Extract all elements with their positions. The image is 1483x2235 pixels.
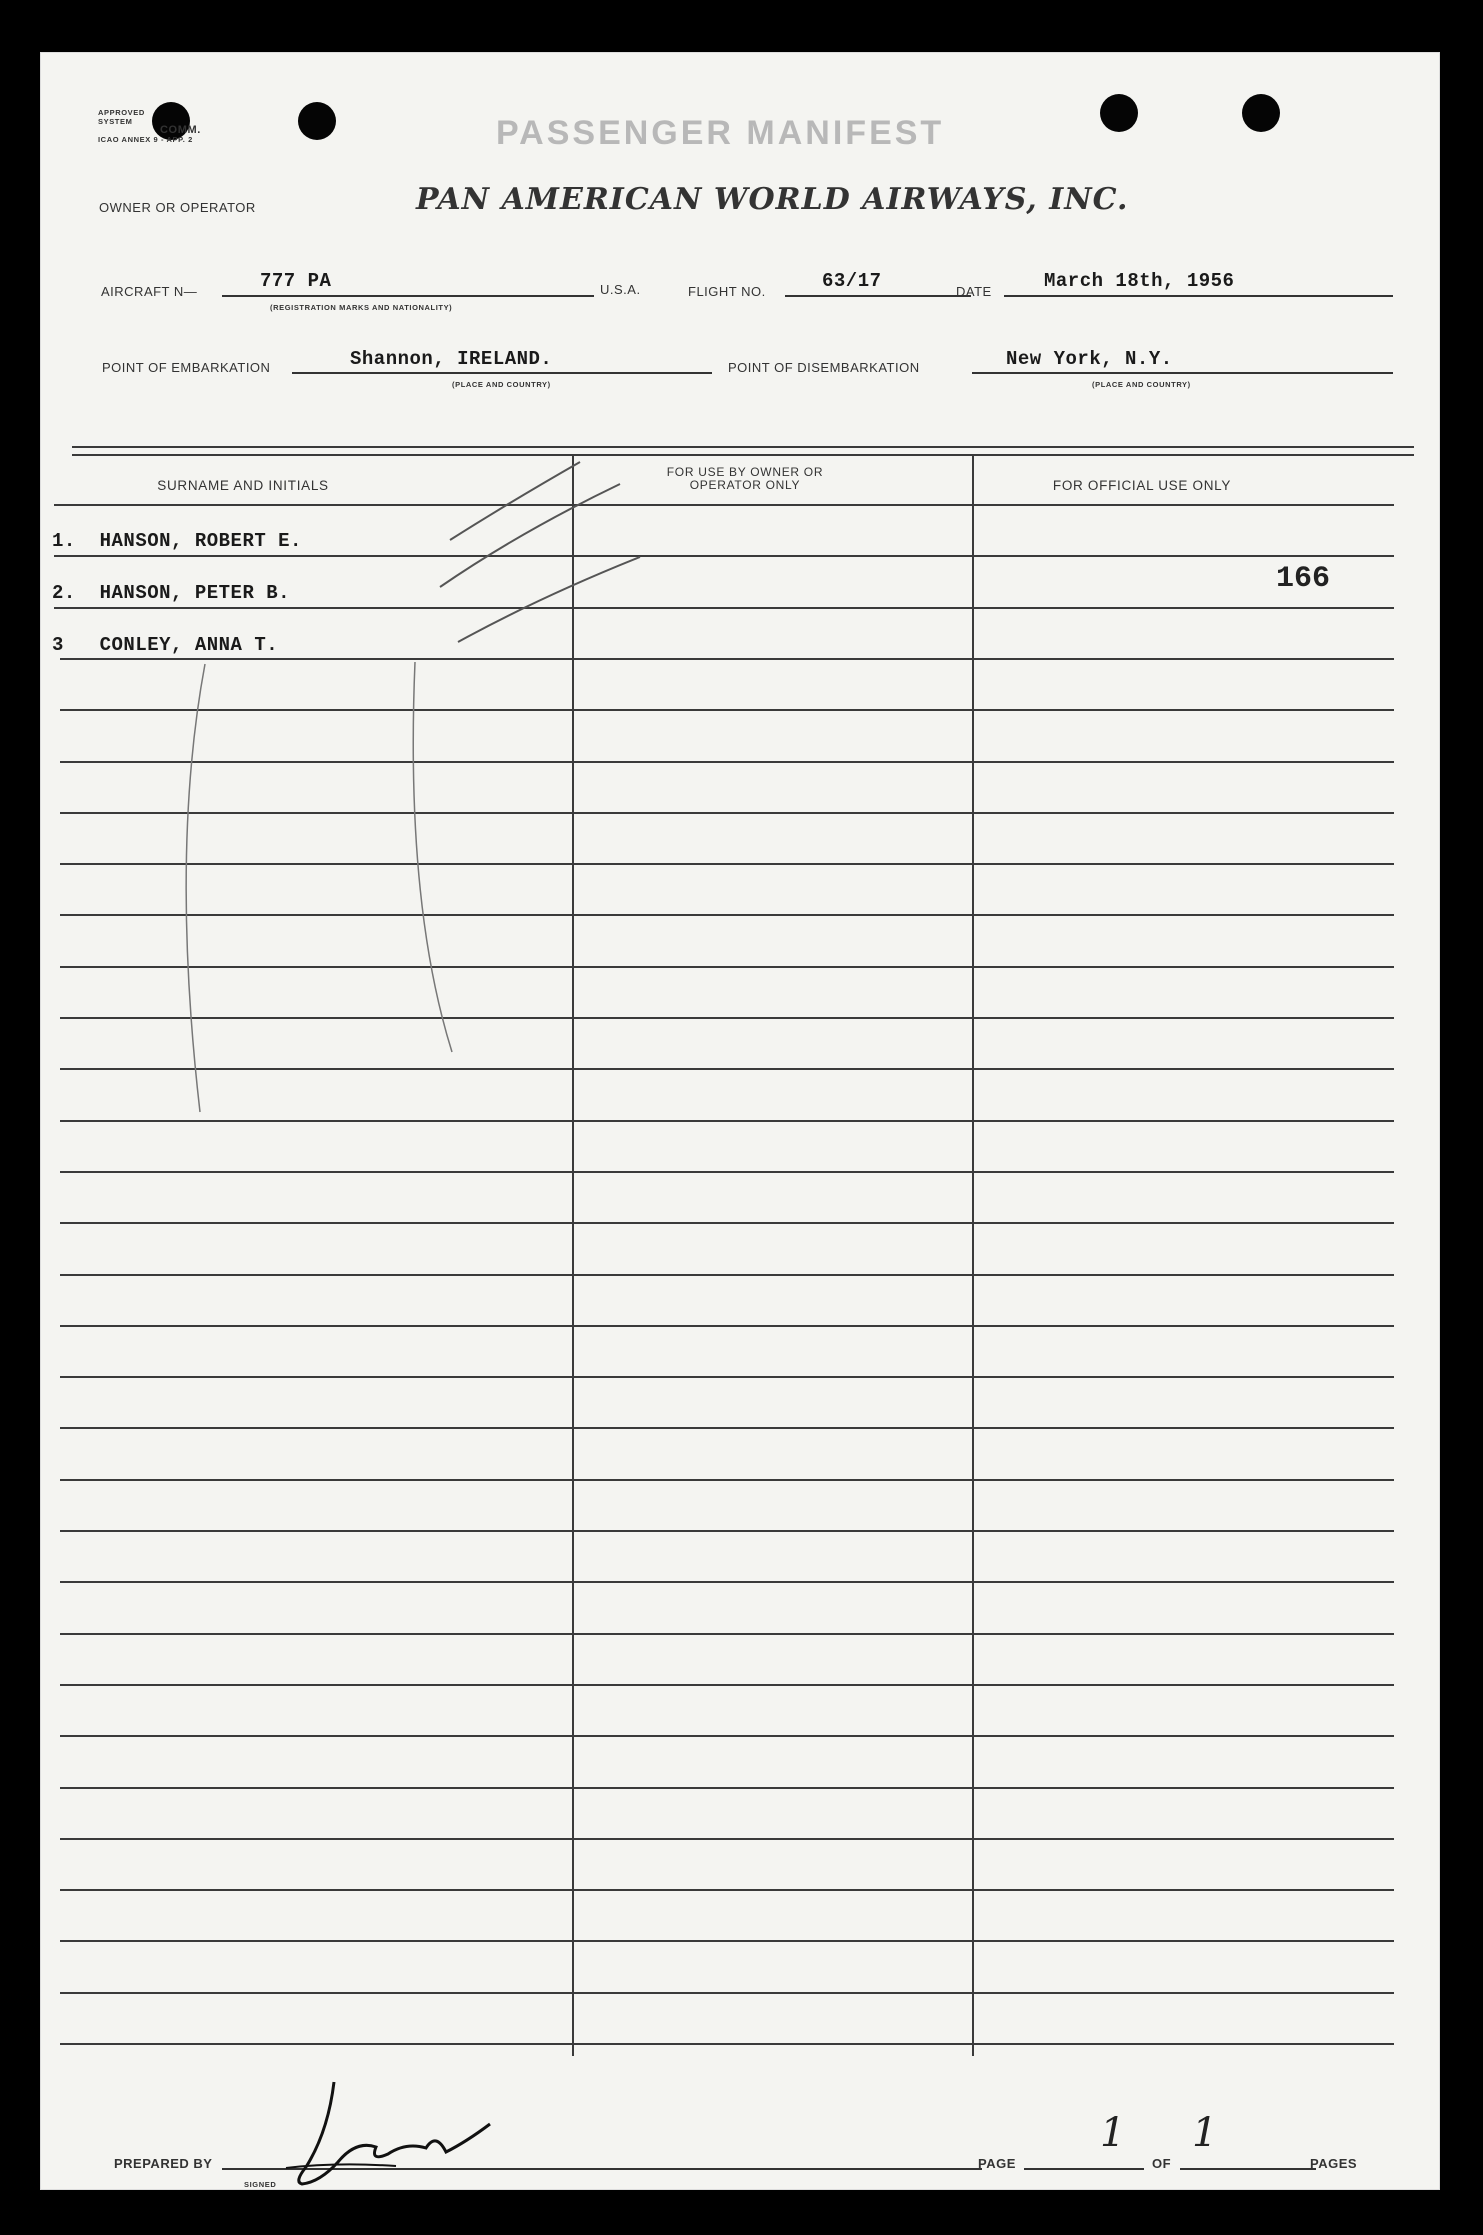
col-header-surname: SURNAME AND INITIALS <box>157 478 329 493</box>
row-line <box>60 1735 1394 1737</box>
embarkation-place-note: (PLACE AND COUNTRY) <box>452 380 551 389</box>
disembarkation-value: New York, N.Y. <box>1006 348 1173 370</box>
page-label: PAGE <box>978 2156 1016 2171</box>
official-number: 166 <box>1276 562 1331 596</box>
signature <box>276 2062 516 2192</box>
owner-name: PAN AMERICAN WORLD AIRWAYS, INC. <box>416 182 1129 217</box>
aircraft-value: 777 PA <box>260 270 332 292</box>
aircraft-label: AIRCRAFT N— <box>101 284 198 299</box>
disembarkation-label: POINT OF DISEMBARKATION <box>728 360 920 375</box>
signed-label: SIGNED <box>244 2180 277 2189</box>
page-title: PASSENGER MANIFEST <box>496 114 945 152</box>
row-line <box>60 2043 1394 2045</box>
usa-label: U.S.A. <box>600 282 641 297</box>
row-line <box>60 1427 1394 1429</box>
page-number: 1 <box>1100 2110 1126 2156</box>
passenger-1: 1. HANSON, ROBERT E. <box>52 530 302 552</box>
page-total: 1 <box>1192 2110 1218 2156</box>
col-header-official: FOR OFFICIAL USE ONLY <box>1052 478 1232 493</box>
flight-value: 63/17 <box>822 270 882 292</box>
pages-label: PAGES <box>1310 2156 1358 2171</box>
passenger-2: 2. HANSON, PETER B. <box>52 582 291 604</box>
of-label: OF <box>1152 2156 1172 2171</box>
registration-note: (REGISTRATION MARKS AND NATIONALITY) <box>270 303 453 312</box>
date-label: DATE <box>956 284 992 299</box>
col-header-owner: FOR USE BY OWNER OR OPERATOR ONLY <box>666 465 824 492</box>
approval-stamp: APPROVED SYSTEM COMM. ICAO ANNEX 9 - APP. 2 <box>98 108 201 144</box>
owner-label: OWNER OR OPERATOR <box>99 200 256 215</box>
row-line <box>60 1274 1394 1276</box>
row-line <box>60 1376 1394 1378</box>
row-line <box>60 1992 1394 1994</box>
manifest-page <box>40 52 1440 2190</box>
row-line <box>60 1530 1394 1532</box>
pencil-marks <box>40 52 1440 1192</box>
row-line <box>60 1787 1394 1789</box>
passenger-3: 3 CONLEY, ANNA T. <box>52 634 279 656</box>
row-line <box>60 1940 1394 1942</box>
date-value: March 18th, 1956 <box>1044 270 1235 292</box>
row-line <box>60 1889 1394 1891</box>
row-line <box>60 1581 1394 1583</box>
disembarkation-place-note: (PLACE AND COUNTRY) <box>1092 380 1191 389</box>
row-line <box>60 1479 1394 1481</box>
prepared-by-label: PREPARED BY <box>114 2156 213 2171</box>
flight-label: FLIGHT NO. <box>688 284 766 299</box>
row-line <box>60 1633 1394 1635</box>
embarkation-label: POINT OF EMBARKATION <box>102 360 271 375</box>
row-line <box>60 1325 1394 1327</box>
row-line <box>60 1838 1394 1840</box>
row-line <box>60 1222 1394 1224</box>
embarkation-value: Shannon, IRELAND. <box>350 348 553 370</box>
row-line <box>60 1684 1394 1686</box>
